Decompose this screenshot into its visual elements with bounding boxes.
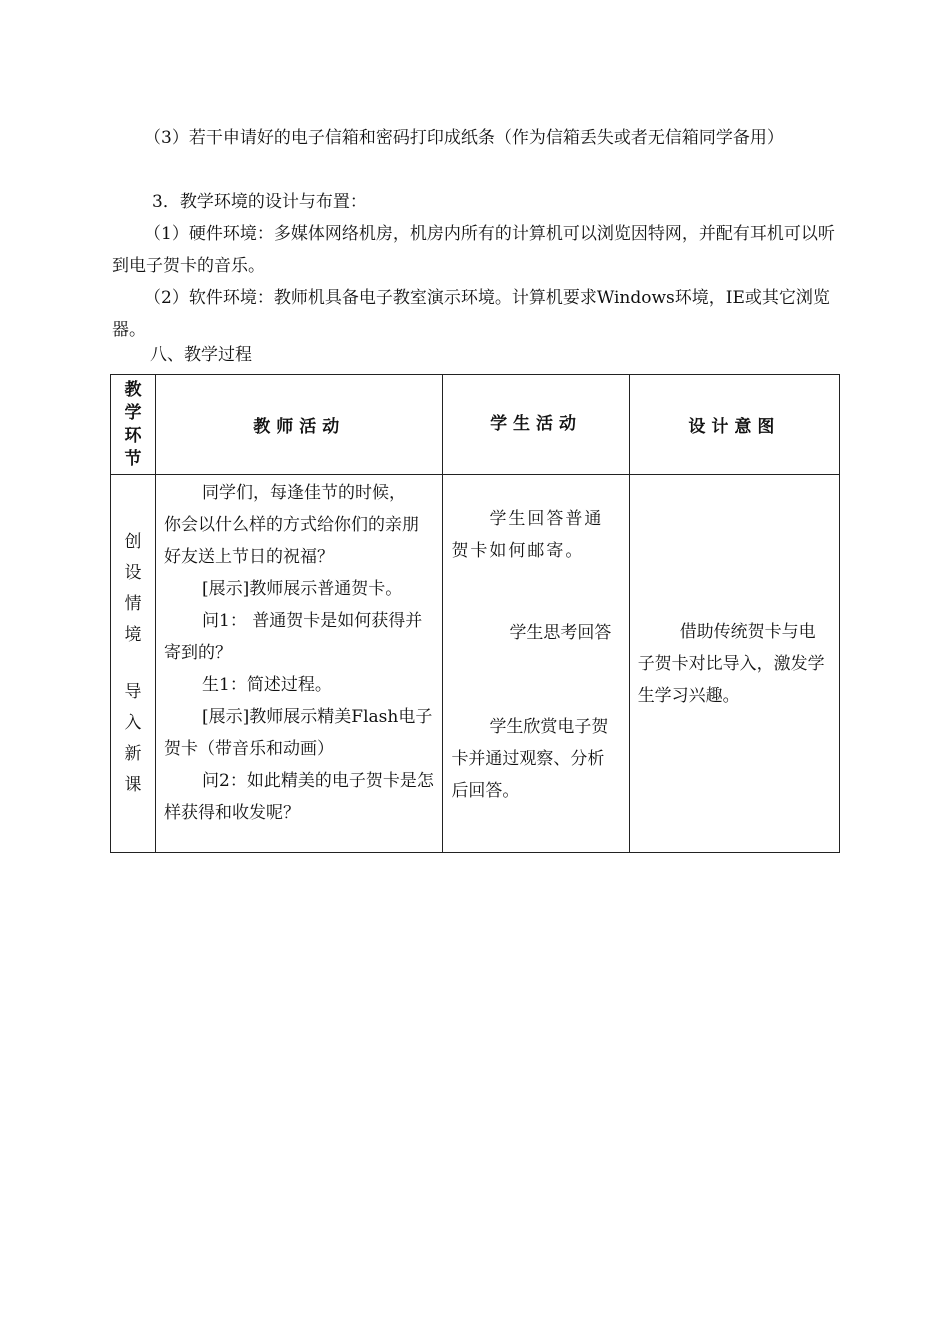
header-student-activity: 学生活动	[443, 375, 629, 475]
teacher-line: 你会以什么样的方式给你们的亲朋好友送上节日的祝福？	[164, 515, 420, 567]
student-line: 学生回答普通贺卡如何邮寄。	[451, 509, 604, 561]
teacher-line: 生1：简述过程。	[202, 675, 332, 695]
header-stage: 教 学 环 节	[111, 375, 156, 475]
header-design-intent: 设计意图	[629, 375, 839, 475]
hardware-paragraph: （1）硬件环境：多媒体网络机房，机房内所有的计算机可以浏览因特网，并配有耳机可以听到电子贺卡的音乐。	[112, 224, 835, 276]
teacher-line: [展示]教师展示精美Flash电子贺卡（带音乐和动画）	[164, 707, 433, 759]
student-line: 学生欣赏电子贺卡并通过观察、分析后回答。	[451, 717, 609, 801]
design-text: 借助传统贺卡与电子贺卡对比导入，激发学生学习兴趣。	[637, 621, 825, 706]
stage-cell: 创 设 情 境 导 入 新 课	[111, 475, 156, 853]
teacher-line: 同学们，每逢佳节的时候，	[202, 483, 407, 503]
teacher-activity-cell	[156, 475, 443, 853]
teacher-line: 问2：如此精美的电子贺卡是怎样获得和收发呢？	[164, 771, 434, 823]
section-title: 八、教学过程	[150, 345, 252, 365]
table-header-row	[111, 375, 840, 475]
teacher-line: 问1： 普通贺卡是如何获得并寄到的？	[164, 611, 423, 663]
student-activity-cell	[443, 475, 629, 853]
student-line: 学生思考回答	[509, 623, 612, 643]
table-row	[111, 475, 840, 853]
environment-heading: 3．教学环境的设计与布置：	[152, 192, 367, 212]
materials-paragraph: （3）若干申请好的电子信箱和密码打印成纸条（作为信箱丢失或者无信箱同学备用）	[144, 128, 784, 148]
software-paragraph: （2）软件环境：教师机具备电子教室演示环境。计算机要求Windows环境，IE或其它浏览器。	[112, 288, 830, 340]
design-intent-cell	[629, 475, 839, 853]
teaching-process-table	[110, 374, 840, 853]
header-teacher-activity: 教师活动	[156, 375, 443, 475]
teacher-line: [展示]教师展示普通贺卡。	[202, 579, 403, 599]
